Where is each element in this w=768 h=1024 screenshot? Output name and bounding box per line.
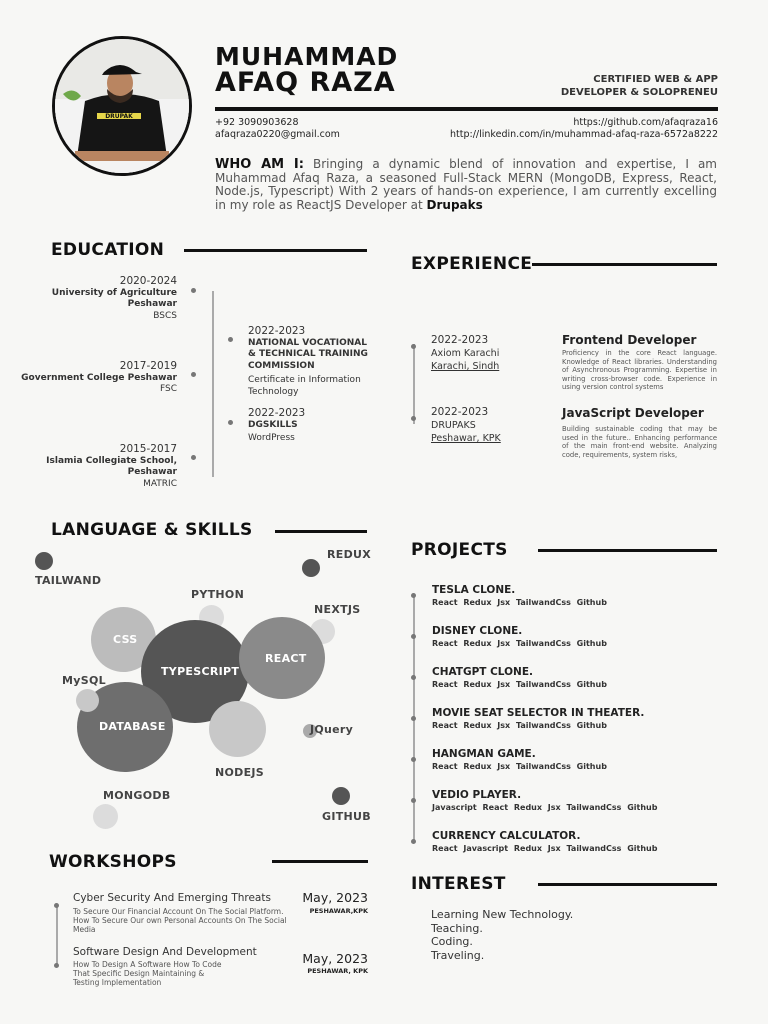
project-stack: React Redux Jsx TailwandCss Github: [432, 762, 607, 771]
experience-year: 2022-2023: [431, 334, 489, 346]
workshops-timeline-line: [56, 904, 58, 967]
skill-label-typescript: TYPESCRIPT: [161, 665, 240, 678]
profile-photo-image: [55, 39, 189, 173]
project-stack: React Redux Jsx TailwandCss Github: [432, 639, 607, 648]
workshop-location: PESHAWAR,KPK: [309, 907, 368, 915]
interest-list: [431, 908, 573, 962]
experience-item: [431, 406, 501, 445]
workshop-date: May, 2023: [302, 890, 368, 905]
timeline-dot: [411, 757, 416, 762]
about-section: [215, 158, 717, 212]
education-school: Islamia Collegiate School, Peshawar: [46, 455, 177, 477]
skill-label-mongodb: MONGODB: [103, 789, 171, 802]
name-last: AFAQ RAZA: [215, 67, 396, 98]
workshop-title: Software Design And Development: [73, 946, 257, 958]
experience-heading-bar: [532, 263, 717, 266]
skill-label-python: PYTHON: [191, 588, 245, 601]
timeline-dot: [228, 337, 233, 342]
profile-photo: [52, 36, 192, 176]
projects-heading: PROJECTS: [411, 540, 508, 560]
project-title: CURRENCY CALCULATOR.: [432, 830, 581, 842]
experience-location: Karachi, Sindh: [431, 361, 500, 372]
education-degree: FSC: [159, 384, 177, 394]
experience-heading: EXPERIENCE: [411, 254, 533, 274]
timeline-dot: [411, 839, 416, 844]
certification-year: 2022-2023: [248, 325, 306, 337]
education-item: [17, 276, 177, 322]
project-stack: React Redux Jsx TailwandCss Github: [432, 680, 607, 689]
name-first: MUHAMMAD: [215, 42, 399, 71]
workshop-title: Cyber Security And Emerging Threats: [73, 892, 271, 904]
github-link[interactable]: https://github.com/afaqraza16: [573, 117, 718, 128]
education-year: 2020-2024: [119, 275, 177, 287]
timeline-dot: [191, 288, 196, 293]
shirt-logo: DRUPAK: [105, 113, 133, 120]
experience-item: [431, 334, 499, 373]
skill-label-redux: REDUX: [327, 548, 372, 561]
skill-label-nodejs: NODEJS: [215, 766, 265, 779]
certification-detail: Certificate in Information Technology: [248, 375, 361, 397]
certification-detail: WordPress: [248, 433, 295, 443]
certification-title: [561, 73, 718, 99]
education-degree: BSCS: [153, 310, 177, 321]
certification-item: [248, 326, 373, 398]
certification-institute: NATIONAL VOCATIONAL & TECHNICAL TRAINING COMMISSION: [248, 337, 368, 371]
education-timeline-line: [212, 291, 214, 477]
experience-company: Axiom Karachi: [431, 348, 500, 359]
experience-location: Peshawar, KPK: [431, 433, 501, 444]
skill-label-github: GITHUB: [322, 810, 371, 823]
timeline-dot: [54, 963, 59, 968]
skill-bubble-redux: [302, 559, 320, 577]
interest-item: Traveling.: [431, 948, 485, 962]
skill-label-react: REACT: [265, 652, 307, 665]
interest-item: Teaching.: [431, 921, 483, 935]
timeline-dot: [411, 634, 416, 639]
education-degree: MATRIC: [143, 478, 177, 489]
email-link[interactable]: afaqraza0220@gmail.com: [215, 129, 340, 140]
timeline-dot: [54, 903, 59, 908]
skills-heading-bar: [275, 530, 367, 533]
skill-label-jquery: JQuery: [310, 723, 354, 736]
phone-number[interactable]: +92 3090903628: [215, 117, 299, 128]
skill-bubble-mysql: [76, 689, 99, 712]
education-heading: EDUCATION: [51, 240, 165, 260]
experience-year: 2022-2023: [431, 406, 489, 418]
timeline-dot: [411, 798, 416, 803]
workshop-description: How To Design A Software How To Code That Specific Design Maintaining & Testing Implementation: [73, 960, 222, 987]
experience-company: DRUPAKS: [431, 420, 476, 431]
education-year: 2015-2017: [119, 443, 177, 455]
skill-label-tailwand: TAILWAND: [35, 574, 102, 587]
timeline-dot: [411, 675, 416, 680]
timeline-dot: [228, 420, 233, 425]
contact-right: [450, 117, 718, 141]
about-text: Bringing a dynamic blend of innovation and expertise, I am Muhammad Afaq Raza, a seasoned Full-Stack MERN (MongoDB, Express, React, Node.js, Typescript) With 2 years of hands-on experience, I am currently excelling in my role as ReactJS Developer at: [215, 157, 717, 212]
timeline-dot: [191, 372, 196, 377]
skill-label-database: DATABASE: [99, 720, 166, 733]
skill-bubble-github: [332, 787, 350, 805]
interest-heading: INTEREST: [411, 874, 506, 894]
project-title: HANGMAN GAME.: [432, 748, 536, 760]
certification-item: [248, 408, 373, 445]
project-stack: React Redux Jsx TailwandCss Github: [432, 721, 607, 730]
certification-institute: DGSKILLS: [248, 419, 298, 430]
timeline-dot: [411, 416, 416, 421]
interest-item: Coding.: [431, 935, 473, 948]
project-stack: Javascript React Redux Jsx TailwandCss Github: [432, 803, 658, 812]
workshop-location: PESHAWAR, KPK: [307, 967, 368, 975]
skill-label-mysql: MySQL: [62, 674, 106, 687]
skill-label-nextjs: NEXTJS: [314, 603, 361, 616]
about-company: Drupaks: [426, 197, 483, 212]
timeline-dot: [411, 593, 416, 598]
project-stack: React Redux Jsx TailwandCss Github: [432, 598, 607, 607]
experience-timeline-line: [413, 344, 415, 424]
skills-heading: LANGUAGE & SKILLS: [51, 520, 253, 540]
experience-description: Building sustainable coding that may be used in the future.. Enhancing performance of the main front-end website. Analyzing code, requirements, system risks,: [562, 425, 717, 459]
skill-bubble-mongodb: [93, 804, 118, 829]
workshops-heading: WORKSHOPS: [49, 852, 177, 872]
timeline-dot: [411, 344, 416, 349]
education-heading-bar: [184, 249, 367, 252]
cert-line-1: CERTIFIED WEB & APP: [593, 74, 718, 85]
skill-label-css: CSS: [113, 633, 138, 646]
full-name: [215, 44, 398, 96]
education-school: Government College Peshawar: [21, 372, 177, 383]
interest-heading-bar: [538, 883, 717, 886]
education-school: University of Agriculture Peshawar: [51, 287, 177, 309]
workshops-heading-bar: [272, 860, 368, 863]
projects-heading-bar: [538, 549, 717, 552]
contact-left: [215, 117, 340, 141]
cert-line-2: DEVELOPER & SOLOPRENEU: [560, 87, 718, 98]
workshop-date: May, 2023: [302, 951, 368, 966]
linkedin-link[interactable]: http://linkedin.com/in/muhammad-afaq-raza-6572a8222: [450, 129, 718, 140]
project-title: DISNEY CLONE.: [432, 625, 523, 637]
project-title: VEDIO PLAYER.: [432, 789, 522, 801]
project-title: CHATGPT CLONE.: [432, 666, 533, 678]
experience-role: JavaScript Developer: [562, 406, 704, 420]
skill-bubble-tailwand: [35, 552, 53, 570]
project-title: TESLA CLONE.: [432, 584, 516, 596]
experience-role: Frontend Developer: [562, 333, 697, 347]
workshop-description: To Secure Our Financial Account On The Social Platform. How To Secure Our own Personal Accounts On The Social Media: [73, 907, 287, 934]
education-item: [17, 444, 177, 490]
project-stack: React Javascript Redux Jsx TailwandCss Github: [432, 844, 658, 853]
header-divider: [215, 107, 718, 111]
project-title: MOVIE SEAT SELECTOR IN THEATER.: [432, 707, 645, 719]
timeline-dot: [411, 716, 416, 721]
about-label: WHO AM I:: [215, 157, 304, 172]
certification-year: 2022-2023: [248, 407, 306, 419]
education-year: 2017-2019: [119, 360, 177, 372]
skill-bubble-nodejs: [209, 701, 266, 757]
timeline-dot: [191, 455, 196, 460]
education-item: [17, 361, 177, 396]
experience-description: Proficiency in the core React language. Knowledge of React libraries. Understanding of Asynchronous Programming. Expertise in writing cross-browser code. Experience in using version control systems: [562, 349, 717, 392]
interest-item: Learning New Technology.: [431, 908, 574, 921]
